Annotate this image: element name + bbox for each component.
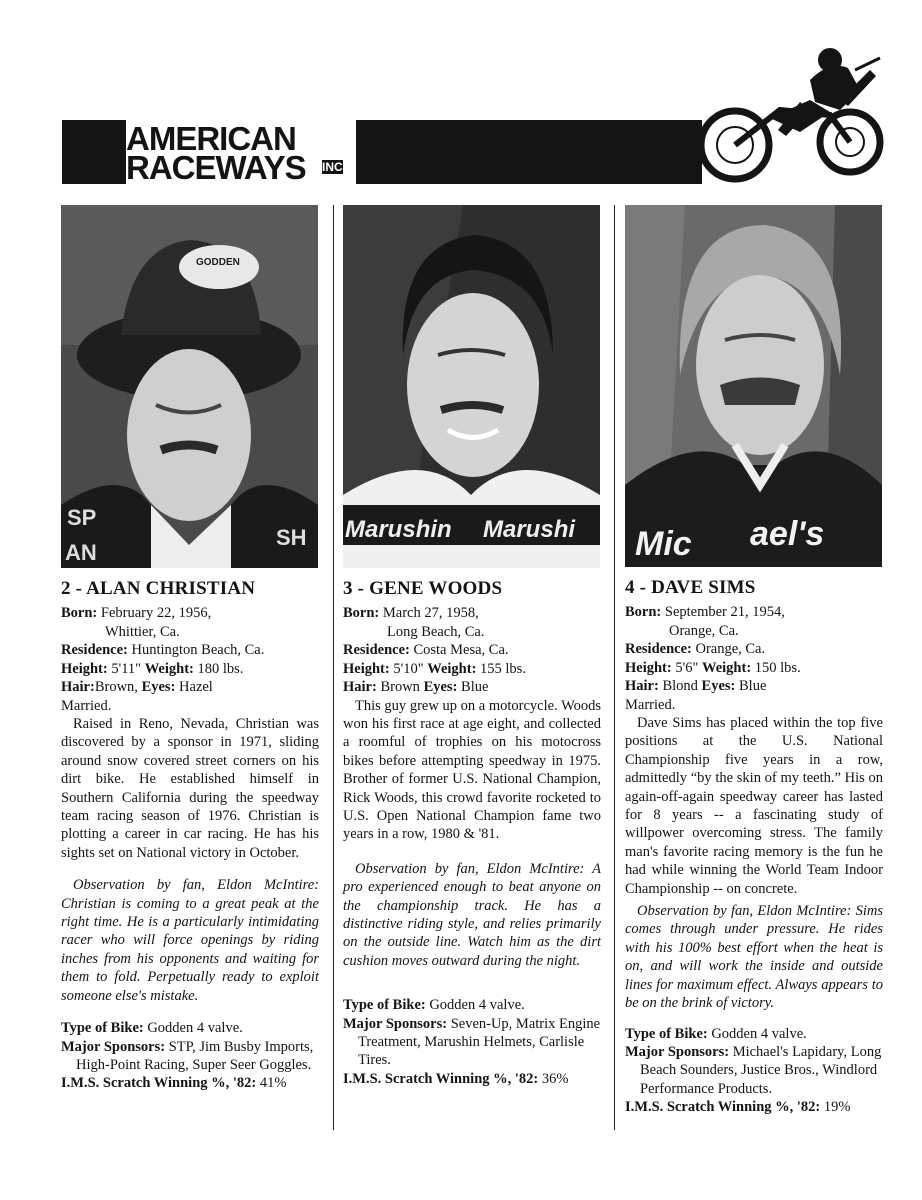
rider-photo [61, 205, 318, 568]
jersey-text-left-2: AN [65, 540, 97, 565]
ims-winning-line: I.M.S. Scratch Winning %, '82: 41% [61, 1075, 287, 1092]
rider-name: 2 - ALAN CHRISTIAN [61, 578, 256, 599]
hair-eyes-line: Hair: Blond Eyes: Blue [625, 678, 767, 694]
rider-profile-woods [343, 205, 601, 1088]
rider-name: 4 - DAVE SIMS [625, 577, 756, 598]
rider-bio: Dave Sims has placed within the top five positions at the U.S. National Championship five years in a row, admittedly “by the skin of my teeth.” His on again-off-again speedway career has lasted for 8 years -- a fascinating study of willpower overcoming stress. The family man's favorite racing memory is the fun he had while winning the World Team Indoor Championship -- on concrete. [625, 715, 883, 897]
column-divider-1 [333, 205, 334, 1130]
logo [126, 120, 356, 186]
ims-winning-line: I.M.S. Scratch Winning %, '82: 19% [625, 1099, 851, 1116]
jersey-text-right: ael's [750, 515, 825, 553]
hair-eyes-line: Hair:Brown, Eyes: Hazel [61, 679, 213, 695]
rider-bio: Raised in Reno, Nevada, Christian was discovered by a sponsor in 1971, sliding around snow covered street corners on his dirt bike. He established himself in Southern California during the speedway team racing season of 1976. Christian is plotting a career in car racing. He has his sights set on National victory in October. [61, 716, 319, 861]
marital-status: Married. [61, 697, 112, 714]
sponsors-line: Major Sponsors: Michael's Lapidary, Long Beach Sounders, Justice Bros., Windlord Performance Products. [625, 1043, 882, 1097]
height-weight-line: Height: 5'10" Weight: 155 lbs. [343, 660, 526, 677]
bike-type-line: Type of Bike: Godden 4 valve. [343, 997, 525, 1014]
bike-type-line: Type of Bike: Godden 4 valve. [61, 1020, 243, 1037]
logo-suffix: INC [322, 160, 343, 174]
rider-name: 3 - GENE WOODS [343, 578, 503, 599]
speedway-rider-illustration [680, 40, 890, 190]
fan-observation: Observation by fan, Eldon McIntire: Christian is coming to a great peak at the right time. He is a particularly intimidating racer who will force openings by riding inches from his opponents and waiting for them to fold. Perpetually ready to exploit someone else's mistake. [61, 877, 319, 1004]
rider-profile-christian [61, 205, 319, 1093]
logo-line-2: RACEWAYS [126, 149, 306, 186]
jersey-text-left: Mic [635, 525, 692, 563]
born-place: Long Beach, Ca. [387, 623, 485, 640]
jersey-text-left: Marushin [345, 516, 452, 543]
marital-status: Married. [625, 696, 676, 713]
ims-winning-line: I.M.S. Scratch Winning %, '82: 36% [343, 1070, 569, 1087]
fan-observation: Observation by fan, Eldon McIntire: Sims comes through under pressure. He rides with his 100% best effort when the heat is on, and will work the inside and outside lines for maximum effect. Always appears to be on the brink of victory. [625, 903, 883, 1012]
sponsors-line: Major Sponsors: Seven-Up, Matrix Engine Treatment, Marushin Helmets, Carlisle Tires. [343, 1015, 601, 1069]
born-line: Born: September 21, 1954, [625, 604, 785, 620]
cap-logo-text: GODDEN [196, 257, 240, 268]
logo-line-1: AMERICAN [126, 120, 296, 157]
residence-line: Residence: Orange, Ca. [625, 641, 766, 657]
residence-line: Residence: Huntington Beach, Ca. [61, 642, 265, 658]
jersey-text-right: Marushi [483, 516, 576, 543]
rider-photo [625, 205, 882, 567]
residence-line: Residence: Costa Mesa, Ca. [343, 642, 509, 658]
rider-bio: This guy grew up on a motorcycle. Woods won his first race at age eight, and collected a roomful of trophies on his motocross bikes before attempting speedway in 1975. Brother of former U.S. National Champion, Rick Woods, this crowd favorite rocketed to U.S. Open National Champion fame two years in a row, 1980 & '81. [343, 697, 601, 843]
sponsors-line: Major Sponsors: STP, Jim Busby Imports, High-Point Racing, Super Seer Goggles. [61, 1038, 314, 1073]
jersey-text-left: SP [67, 505, 97, 530]
hair-eyes-line: Hair: Brown Eyes: Blue [343, 679, 489, 695]
born-line: Born: March 27, 1958, [343, 605, 479, 621]
born-place: Whittier, Ca. [105, 623, 180, 640]
fan-observation: Observation by fan, Eldon McIntire: A pro experienced enough to beat anyone on the championship track. He has a distinctive riding style, and relies primarily on the outside line. Watch him as the dirt cushion moves outward during the night. [343, 860, 601, 969]
column-divider-2 [614, 205, 615, 1130]
born-place: Orange, Ca. [669, 622, 739, 639]
bike-type-line: Type of Bike: Godden 4 valve. [625, 1025, 807, 1042]
born-line: Born: February 22, 1956, [61, 605, 212, 621]
height-weight-line: Height: 5'6" Weight: 150 lbs. [625, 659, 801, 676]
height-weight-line: Height: 5'11" Weight: 180 lbs. [61, 660, 244, 677]
jersey-text-right: SH [276, 525, 307, 550]
rider-photo [343, 205, 600, 568]
rider-profile-sims [625, 205, 883, 1117]
